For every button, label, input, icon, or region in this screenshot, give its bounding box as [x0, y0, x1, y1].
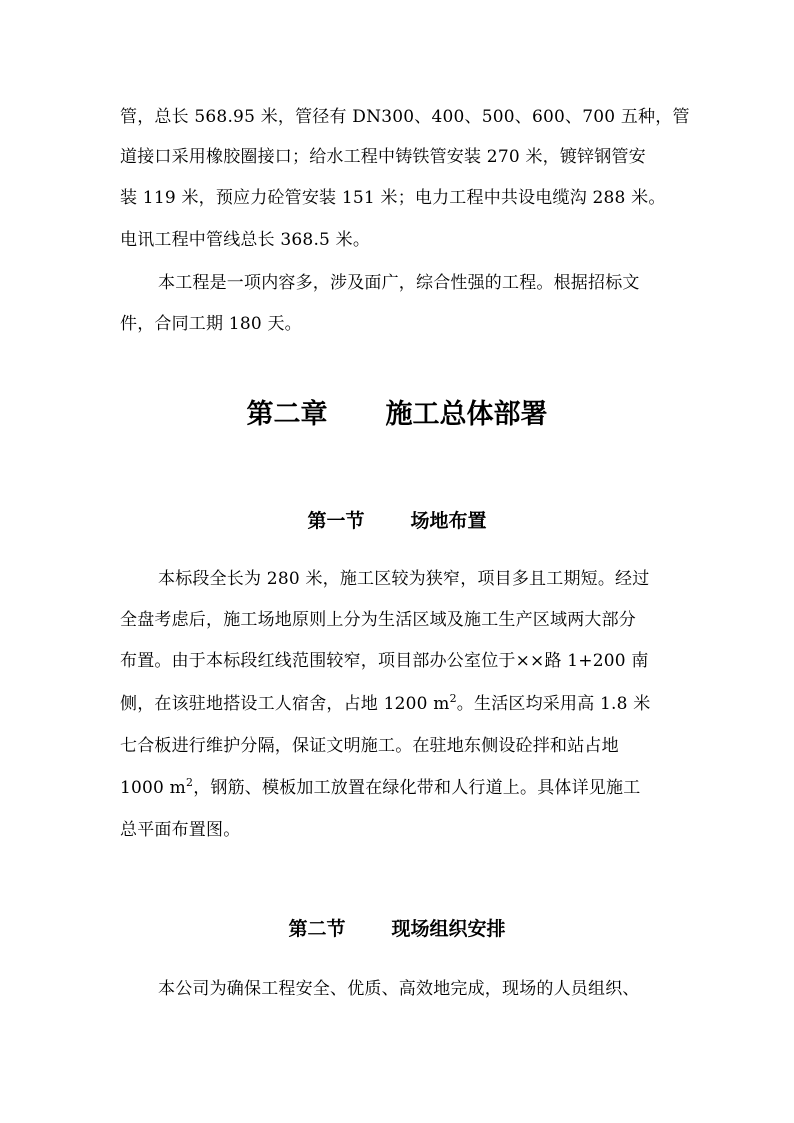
paragraph-line: 管，总长 568.95 米，管径有 DN300、400、500、600、700 五种，管	[120, 107, 690, 127]
section-heading	[0, 509, 794, 533]
paragraph-line: 总平面布置图。	[120, 820, 241, 840]
paragraph-line: 装 119 米，预应力砼管安装 151 米；电力工程中共设电缆沟 288 米。	[120, 188, 666, 208]
paragraph-line: 电讯工程中管线总长 368.5 米。	[120, 230, 371, 250]
section-number: 第二节	[288, 918, 346, 940]
text-run: 侧，在该驻地搭设工人宿舍，占地 1200 m	[120, 694, 450, 714]
section-heading	[0, 917, 794, 941]
chapter-title: 施工总体部署	[385, 399, 548, 430]
superscript: 2	[186, 776, 194, 789]
paragraph-line	[120, 694, 650, 714]
paragraph-line	[120, 778, 640, 798]
paragraph-line: 全盘考虑后，施工场地原则上分为生活区域及施工生产区域两大部分	[120, 610, 636, 630]
section-number: 第一节	[307, 510, 365, 532]
superscript: 2	[449, 692, 457, 705]
paragraph-line: 七合板进行维护分隔，保证文明施工。在驻地东侧设砼拌和站占地	[120, 736, 619, 756]
text-run: 1000 m	[120, 778, 186, 798]
paragraph-line: 本标段全长为 280 米，施工区较为狭窄，项目多且工期短。经过	[158, 569, 650, 589]
section-title: 场地布置	[410, 510, 487, 532]
chapter-number: 第二章	[246, 399, 328, 430]
paragraph-line: 布置。由于本标段红线范围较窄，项目部办公室位于××路 1+200 南	[120, 651, 649, 671]
paragraph-line: 本工程是一项内容多，涉及面广，综合性强的工程。根据招标文	[158, 273, 640, 293]
paragraph-line: 道接口采用橡胶圈接口；给水工程中铸铁管安装 270 米，镀锌钢管安	[120, 147, 646, 167]
chapter-heading	[0, 398, 794, 432]
paragraph-line: 件，合同工期 180 天。	[120, 314, 302, 334]
section-title: 现场组织安排	[391, 918, 506, 940]
text-run: 。生活区均采用高 1.8 米	[456, 694, 651, 714]
paragraph-line: 本公司为确保工程安全、优质、高效地完成，现场的人员组织、	[158, 979, 640, 999]
text-run: ，钢筋、模板加工放置在绿化带和人行道上。具体详见施工	[193, 778, 641, 798]
